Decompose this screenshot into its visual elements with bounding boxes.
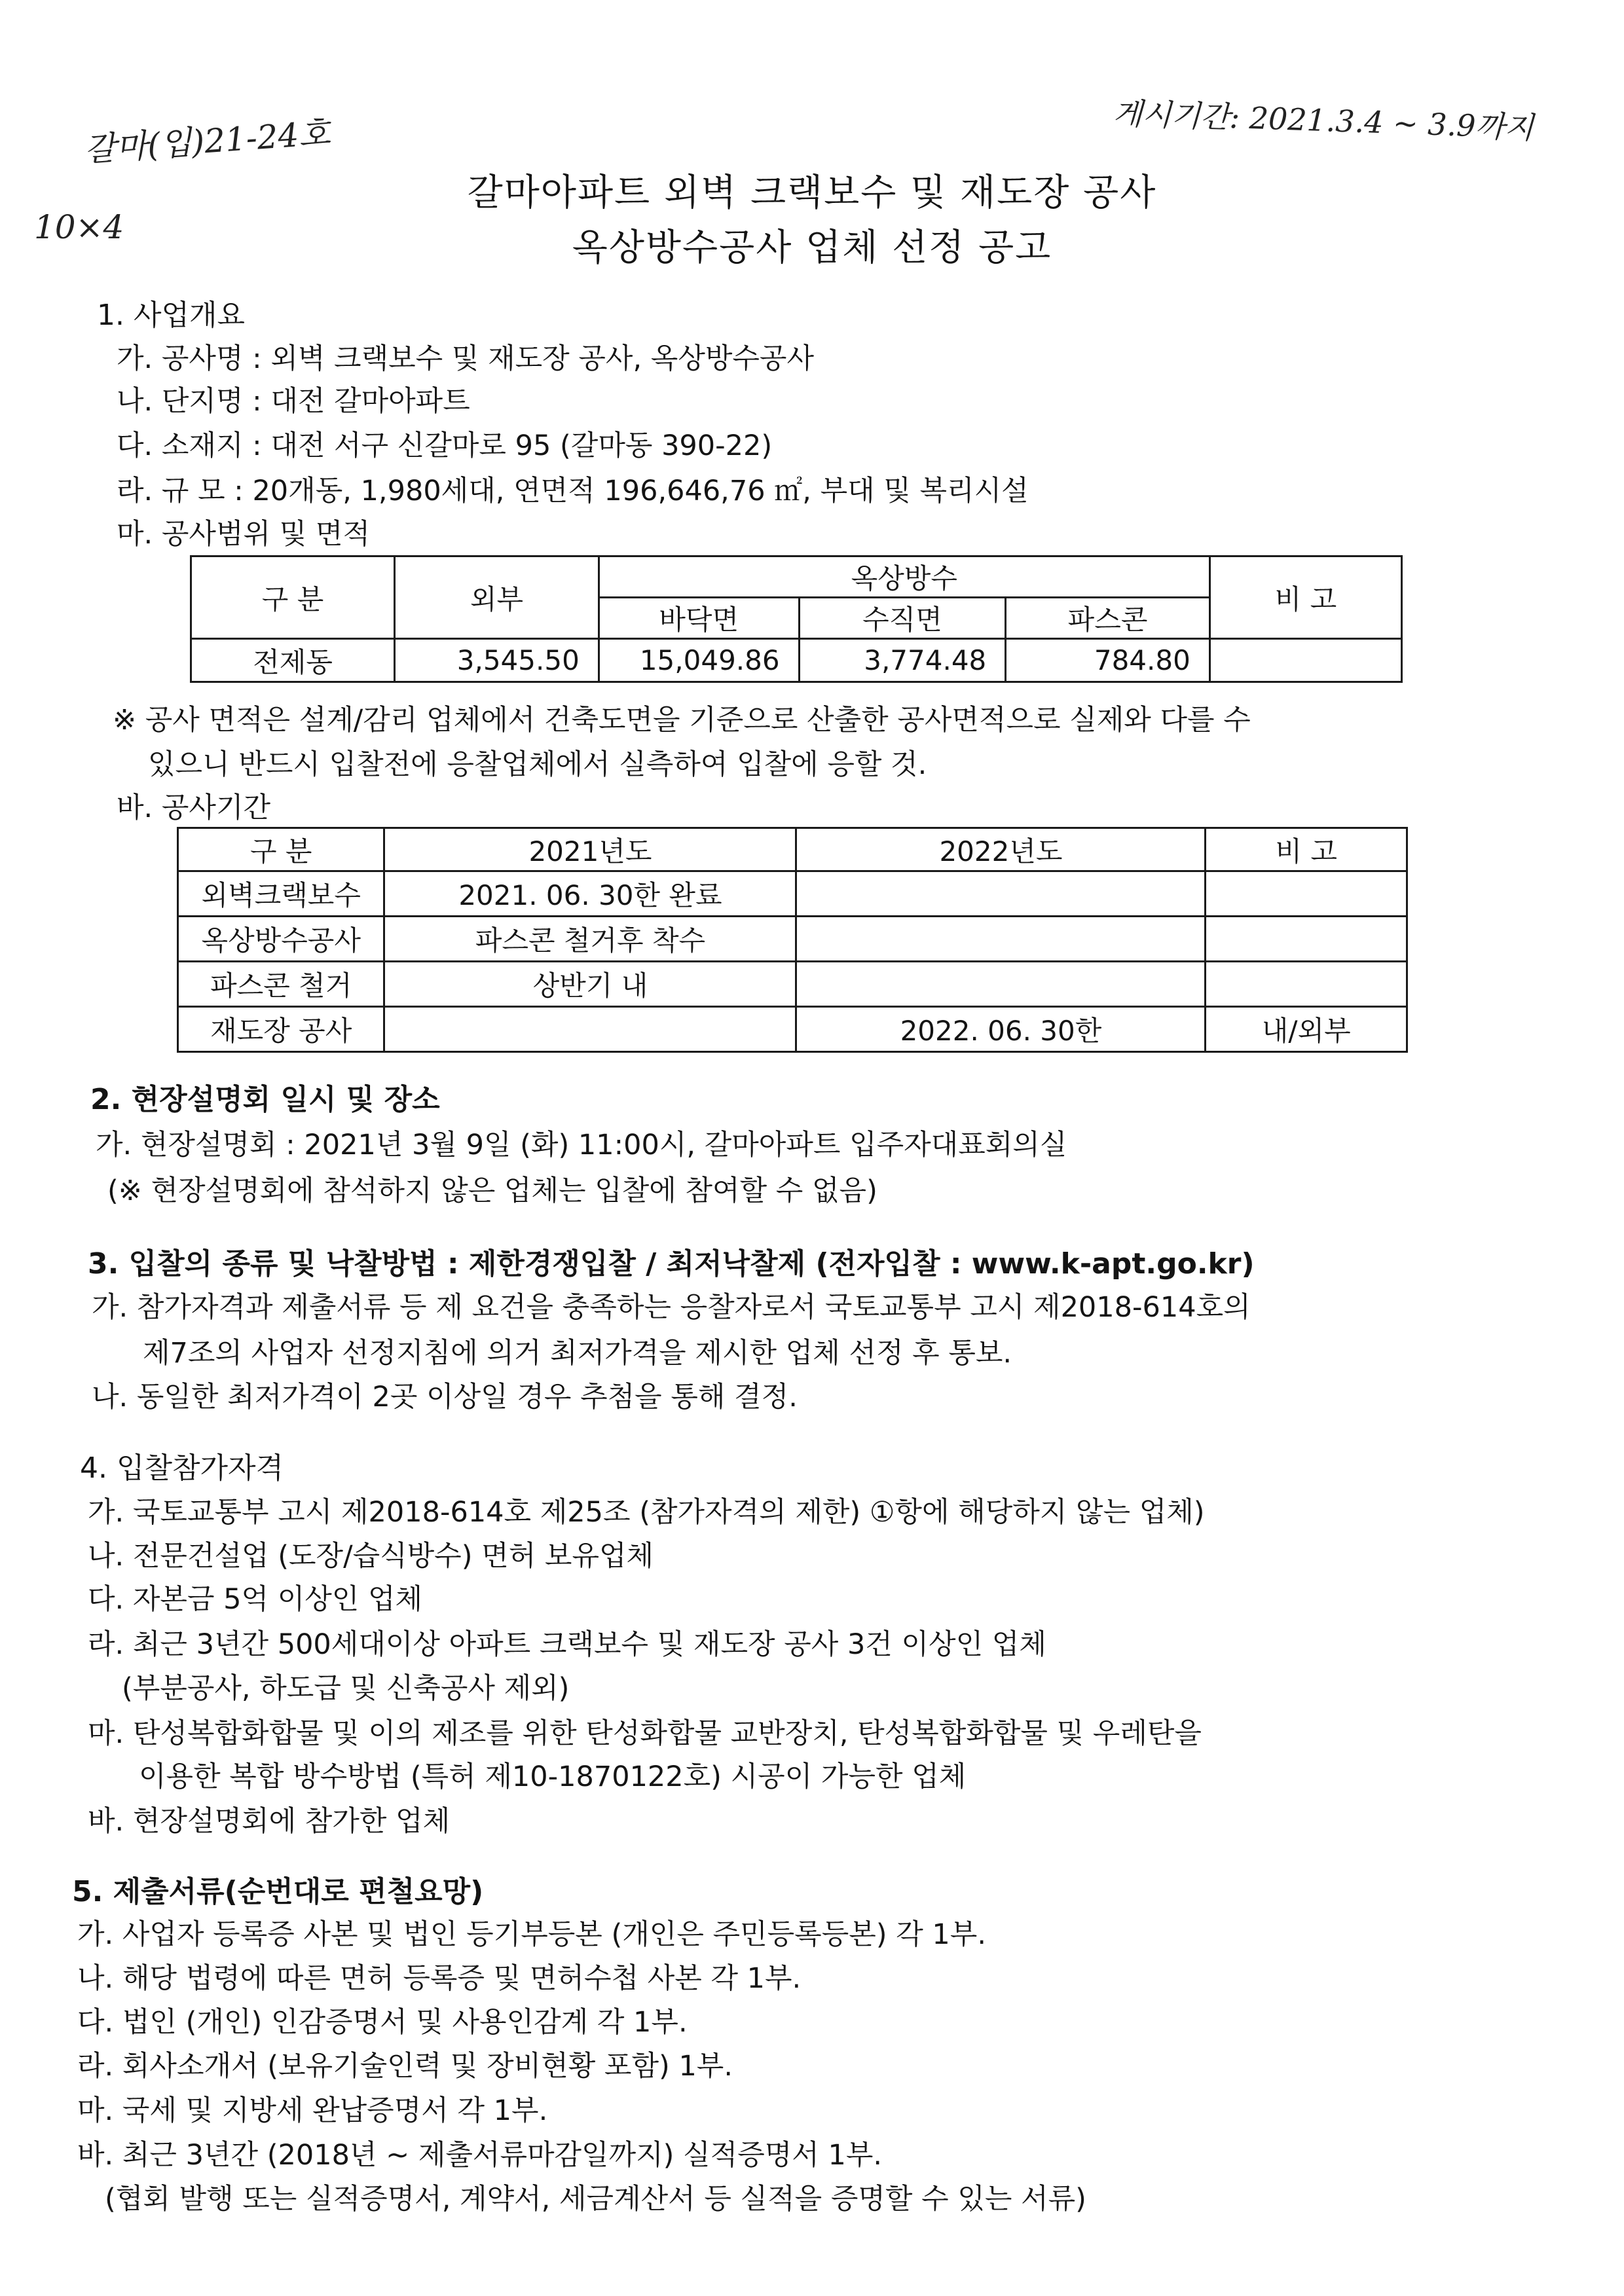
s1-item-ga: 가. 공사명 : 외벽 크랙보수 및 재도장 공사, 옥상방수공사: [117, 342, 815, 375]
s2-note: (※ 현장설명회에 참석하지 않은 업체는 입찰에 참여할 수 없음): [107, 1175, 877, 1207]
schedule-table: [177, 827, 1408, 1053]
s5-item-da: 다. 법인 (개인) 인감증명서 및 사용인감계 각 1부.: [77, 2006, 688, 2039]
t2-cell-2022: 2022. 06. 30한: [796, 1007, 1206, 1052]
t1-header-gubun: 구 분: [191, 556, 395, 639]
t2-cell-2021: 2021. 06. 30한 완료: [384, 871, 796, 917]
document-title-line1: 갈마아파트 외벽 크랙보수 및 재도장 공사: [467, 172, 1157, 214]
t2-cell-2021: [384, 1007, 796, 1052]
t2-header-gubun: 구 분: [178, 828, 384, 871]
section1-heading: 1. 사업개요: [97, 299, 245, 332]
s5-item-na: 나. 해당 법령에 따른 면허 등록증 및 면허수첩 사본 각 1부.: [77, 1962, 802, 1995]
t1-header-exterior: 외부: [395, 556, 599, 639]
s5-item-ra: 라. 회사소개서 (보유기술인력 및 장비현황 포함) 1부.: [77, 2050, 733, 2083]
t2-row-label: 외벽크랙보수: [178, 871, 384, 917]
t1-header-remarks: 비 고: [1209, 556, 1401, 639]
t2-cell-2022: [796, 917, 1206, 962]
work-scope-table: [190, 555, 1403, 683]
handwritten-posting-period: 게시기간: 2021.3.4 ~ 3.9까지: [1113, 95, 1535, 146]
s4-item-ma-line2: 이용한 복합 방수방법 (특허 제10-1870122호) 시공이 가능한 업체: [139, 1760, 967, 1793]
s5-item-ma: 마. 국세 및 지방세 완납증명서 각 1부.: [77, 2094, 548, 2127]
t1-header-floor: 바닥면: [599, 598, 799, 639]
t1-header-vertical: 수직면: [799, 598, 1006, 639]
s5-item-ga: 가. 사업자 등록증 사본 및 법인 등기부등본 (개인은 주민등록등본) 각 1부.: [77, 1918, 986, 1951]
t2-header-2022: 2022년도: [796, 828, 1206, 871]
s5-note: (협회 발행 또는 실적증명서, 계약서, 세금계산서 등 실적을 증명할 수 있는 서류): [105, 2183, 1086, 2215]
s3-item-ga-line2: 제7조의 사업자 선정지침에 의거 최저가격을 제시한 업체 선정 후 통보.: [143, 1337, 1012, 1370]
t2-cell-remarks: [1206, 917, 1407, 962]
s4-item-da: 다. 자본금 5억 이상인 업체: [88, 1583, 423, 1616]
section2-heading: 2. 현장설명회 일시 및 장소: [90, 1083, 440, 1116]
t2-header-remarks: 비 고: [1206, 828, 1407, 871]
s4-item-ra-line1: 라. 최근 3년간 500세대이상 아파트 크랙보수 및 재도장 공사 3건 이상인 업체: [88, 1628, 1046, 1661]
t2-cell-remarks: 내/외부: [1206, 1007, 1407, 1052]
handwritten-file-number: 갈마(입)21-24호: [83, 113, 332, 170]
t1-row-label: 전제동: [191, 639, 395, 682]
t2-row-label: 재도장 공사: [178, 1007, 384, 1052]
s1-item-ma: 마. 공사범위 및 면적: [117, 518, 370, 551]
t1-cell-vertical: 3,774.48: [799, 639, 1006, 682]
t2-cell-remarks: [1206, 871, 1407, 917]
s1-note-line1: ※ 공사 면적은 설계/감리 업체에서 건축도면을 기준으로 산출한 공사면적으로 실제와 다를 수: [113, 704, 1251, 737]
section3-heading: 3. 입찰의 종류 및 낙찰방법 : 제한경쟁입찰 / 최저낙찰제 (전자입찰 : www.k-apt.go.kr): [88, 1247, 1255, 1281]
s1-item-ra: 라. 규 모 : 20개동, 1,980세대, 연면적 196,646,76 ㎡, 부대 및 복리시설: [117, 475, 1029, 507]
handwritten-size-note: 10×4: [34, 208, 124, 246]
document-title-line2: 옥상방수공사 업체 선정 공고: [572, 227, 1052, 269]
t2-cell-2022: [796, 962, 1206, 1007]
s1-item-na: 나. 단지명 : 대전 갈마아파트: [117, 385, 470, 418]
s3-item-na: 나. 동일한 최저가격이 2곳 이상일 경우 추첨을 통해 결정.: [92, 1381, 798, 1413]
t1-cell-floor: 15,049.86: [599, 639, 799, 682]
s2-item-ga: 가. 현장설명회 : 2021년 3월 9일 (화) 11:00시, 갈마아파트 입주자대표회의실: [96, 1129, 1067, 1161]
t2-row-label: 옥상방수공사: [178, 917, 384, 962]
t2-row-label: 파스콘 철거: [178, 962, 384, 1007]
s1-item-da: 다. 소재지 : 대전 서구 신갈마로 95 (갈마동 390-22): [117, 429, 773, 462]
t2-cell-2021: 상반기 내: [384, 962, 796, 1007]
t2-cell-2021: 파스콘 철거후 착수: [384, 917, 796, 962]
t1-cell-exterior: 3,545.50: [395, 639, 599, 682]
t2-cell-remarks: [1206, 962, 1407, 1007]
t1-header-pascon: 파스콘: [1006, 598, 1210, 639]
s4-item-ga: 가. 국토교통부 고시 제2018-614호 제25조 (참가자격의 제한) ①항에 해당하지 않는 업체): [88, 1496, 1205, 1529]
s3-item-ga-line1: 가. 참가자격과 제출서류 등 제 요건을 충족하는 응찰자로서 국토교통부 고시 제2018-614호의: [92, 1291, 1251, 1324]
t1-header-roof-waterproof: 옥상방수: [599, 556, 1209, 598]
s4-item-ra-line2: (부분공사, 하도급 및 신축공사 제외): [122, 1672, 570, 1705]
t1-cell-pascon: 784.80: [1006, 639, 1210, 682]
t2-header-2021: 2021년도: [384, 828, 796, 871]
section4-heading: 4. 입찰참가자격: [80, 1451, 284, 1485]
s4-item-ma-line1: 마. 탄성복합화합물 및 이의 제조를 위한 탄성화합물 교반장치, 탄성복합화합물 및 우레탄을: [88, 1717, 1202, 1750]
s4-item-na: 나. 전문건설업 (도장/습식방수) 면허 보유업체: [88, 1540, 654, 1573]
s1-item-ba: 바. 공사기간: [117, 792, 271, 824]
s4-item-ba: 바. 현장설명회에 참가한 업체: [88, 1805, 451, 1838]
section5-heading: 5. 제출서류(순번대로 편철요망): [72, 1875, 484, 1908]
t2-cell-2022: [796, 871, 1206, 917]
t1-cell-remarks: [1209, 639, 1401, 682]
s1-note-line2: 있으니 반드시 입찰전에 응찰업체에서 실측하여 입찰에 응할 것.: [148, 748, 927, 781]
s5-item-ba: 바. 최근 3년간 (2018년 ~ 제출서류마감일까지) 실적증명서 1부.: [77, 2139, 883, 2172]
